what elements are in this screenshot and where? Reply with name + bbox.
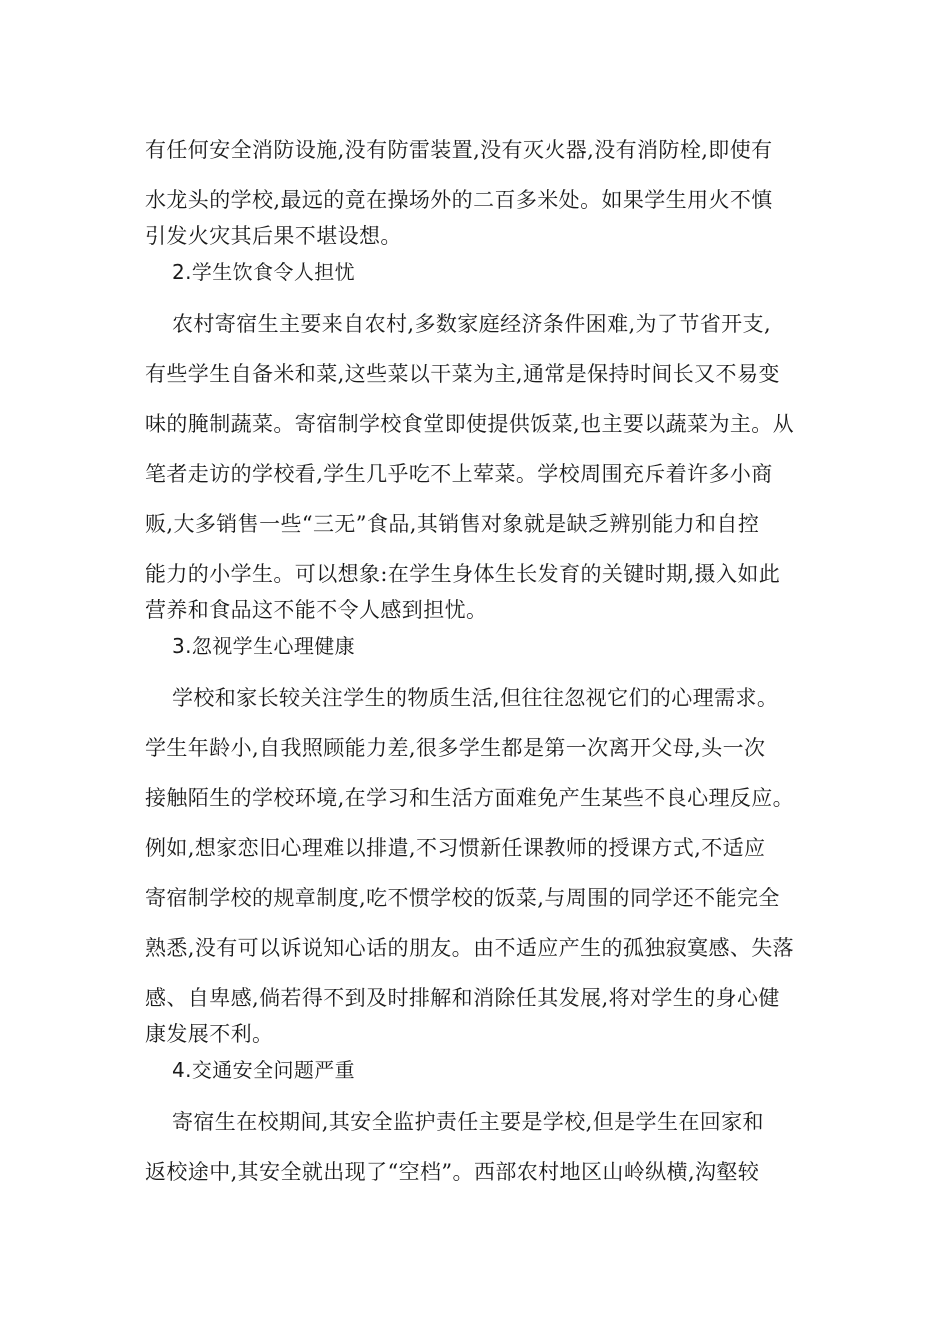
text-line: 水龙头的学校,最远的竟在操场外的二百多米处。如果学生用火不慎 xyxy=(145,188,773,212)
text-line: 返校途中,其安全就出现了“空档”。西部农村地区山岭纵横,沟壑较 xyxy=(145,1160,760,1184)
text-line: 有任何安全消防设施,没有防雷装置,没有灭火器,没有消防栓,即使有 xyxy=(145,138,773,162)
text-line: 学校和家长较关注学生的物质生活,但往往忽视它们的心理需求。 xyxy=(172,686,779,710)
text-line: 感、自卑感,倘若得不到及时排解和消除任其发展,将对学生的身心健 xyxy=(145,986,780,1010)
section-heading: 2.学生饮食令人担忧 xyxy=(172,260,356,284)
section-heading: 4.交通安全问题严重 xyxy=(172,1058,356,1082)
text-line: 引发火灾其后果不堪设想。 xyxy=(145,224,402,248)
text-line: 寄宿制学校的规章制度,吃不惯学校的饭菜,与周围的同学还不能完全 xyxy=(145,886,780,910)
text-line: 贩,大多销售一些“三无”食品,其销售对象就是缺乏辨别能力和自控 xyxy=(145,512,760,536)
text-line: 康发展不利。 xyxy=(145,1022,274,1046)
text-line: 熟悉,没有可以诉说知心话的朋友。由不适应产生的孤独寂寞感、失落 xyxy=(145,936,795,960)
text-line: 味的腌制蔬菜。寄宿制学校食堂即使提供饭菜,也主要以蔬菜为主。从 xyxy=(145,412,795,436)
text-line: 学生年龄小,自我照顾能力差,很多学生都是第一次离开父母,头一次 xyxy=(145,736,766,760)
text-line: 能力的小学生。可以想象:在学生身体生长发育的关键时期,摄入如此 xyxy=(145,562,781,586)
text-line: 例如,想家恋旧心理难以排遣,不习惯新任课教师的授课方式,不适应 xyxy=(145,836,766,860)
text-line: 笔者走访的学校看,学生几乎吃不上荤菜。学校周围充斥着许多小商 xyxy=(145,462,773,486)
text-line: 营养和食品这不能不令人感到担忧。 xyxy=(145,598,488,622)
section-heading: 3.忽视学生心理健康 xyxy=(172,634,356,658)
text-line: 寄宿生在校期间,其安全监护责任主要是学校,但是学生在回家和 xyxy=(172,1110,764,1134)
text-line: 农村寄宿生主要来自农村,多数家庭经济条件困难,为了节省开支, xyxy=(172,312,772,336)
text-line: 有些学生自备米和菜,这些菜以干菜为主,通常是保持时间长又不易变 xyxy=(145,362,780,386)
text-line: 接触陌生的学校环境,在学习和生活方面难免产生某些不良心理反应。 xyxy=(145,786,795,810)
